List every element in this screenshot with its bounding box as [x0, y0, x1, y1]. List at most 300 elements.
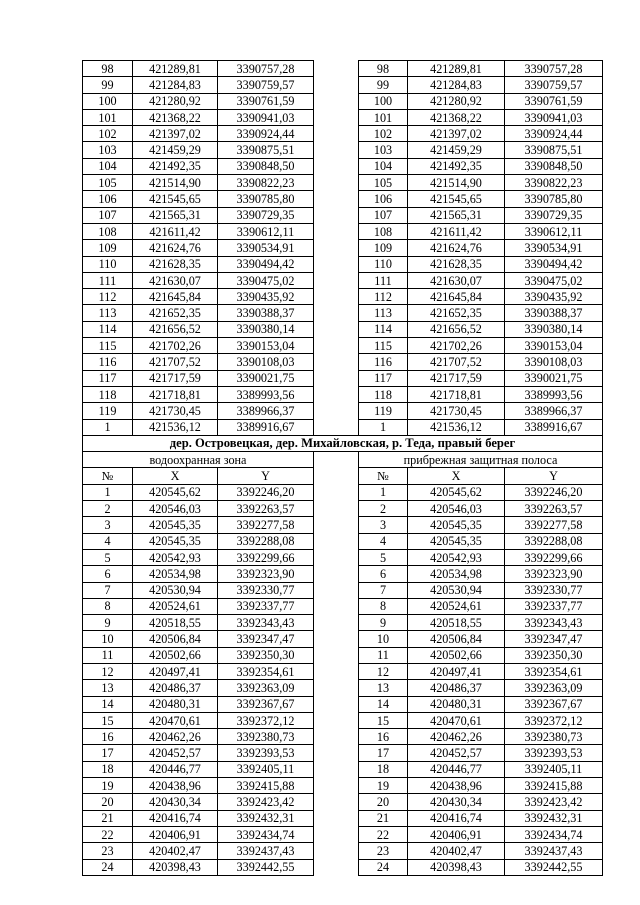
- left-point-number: 114: [83, 321, 133, 337]
- left-x-coordinate: 420470,61: [133, 712, 218, 728]
- left-x-coordinate: 420545,35: [133, 517, 218, 533]
- left-x-coordinate: 421702,26: [133, 338, 218, 354]
- gap-cell: [314, 484, 359, 500]
- table-row: [83, 615, 603, 631]
- right-point-number: 114: [359, 321, 408, 337]
- right-x-coordinate: 421289,81: [408, 61, 505, 77]
- right-y-coordinate: 3392437,43: [505, 843, 603, 859]
- right-point-number: 105: [359, 175, 408, 191]
- table-row: [83, 321, 603, 337]
- right-point-number: 99: [359, 77, 408, 93]
- section-b-body: [83, 484, 603, 875]
- gap-cell: [314, 778, 359, 794]
- right-col-x-header: X: [408, 468, 505, 484]
- left-zone-label: водоохранная зона: [83, 452, 314, 468]
- right-x-coordinate: 421628,35: [408, 256, 505, 272]
- left-x-coordinate: 421536,12: [133, 419, 218, 435]
- right-y-coordinate: 3392363,09: [505, 680, 603, 696]
- right-x-coordinate: 420497,41: [408, 663, 505, 679]
- gap-cell: [314, 680, 359, 696]
- left-point-number: 19: [83, 778, 133, 794]
- right-x-coordinate: 421368,22: [408, 109, 505, 125]
- gap-cell: [314, 468, 359, 484]
- left-x-coordinate: 420524,61: [133, 598, 218, 614]
- left-point-number: 101: [83, 109, 133, 125]
- left-point-number: 119: [83, 403, 133, 419]
- right-point-number: 98: [359, 61, 408, 77]
- gap-cell: [314, 794, 359, 810]
- left-point-number: 14: [83, 696, 133, 712]
- gap-cell: [314, 419, 359, 435]
- right-y-coordinate: 3390380,14: [505, 321, 603, 337]
- table-row: [83, 484, 603, 500]
- right-x-coordinate: 421717,59: [408, 370, 505, 386]
- left-x-coordinate: 421397,02: [133, 126, 218, 142]
- right-x-coordinate: 421624,76: [408, 240, 505, 256]
- left-y-coordinate: 3390924,44: [218, 126, 314, 142]
- left-y-coordinate: 3392405,11: [218, 761, 314, 777]
- right-point-number: 9: [359, 615, 408, 631]
- left-x-coordinate: 420534,98: [133, 566, 218, 582]
- right-point-number: 5: [359, 549, 408, 565]
- left-x-coordinate: 421280,92: [133, 93, 218, 109]
- right-y-coordinate: 3392423,42: [505, 794, 603, 810]
- left-y-coordinate: 3392350,30: [218, 647, 314, 663]
- table-row: [83, 386, 603, 402]
- left-y-coordinate: 3392393,53: [218, 745, 314, 761]
- table-row: [83, 745, 603, 761]
- table-row: [83, 61, 603, 77]
- left-y-coordinate: 3392347,47: [218, 631, 314, 647]
- right-y-coordinate: 3392405,11: [505, 761, 603, 777]
- right-y-coordinate: 3390785,80: [505, 191, 603, 207]
- left-point-number: 98: [83, 61, 133, 77]
- right-point-number: 7: [359, 582, 408, 598]
- table-row: [83, 501, 603, 517]
- left-y-coordinate: 3392437,43: [218, 843, 314, 859]
- left-y-coordinate: 3389966,37: [218, 403, 314, 419]
- gap-cell: [314, 305, 359, 321]
- left-y-coordinate: 3390475,02: [218, 272, 314, 288]
- right-point-number: 119: [359, 403, 408, 419]
- right-x-coordinate: 420502,66: [408, 647, 505, 663]
- gap-cell: [314, 158, 359, 174]
- right-x-coordinate: 421514,90: [408, 175, 505, 191]
- right-point-number: 117: [359, 370, 408, 386]
- gap-cell: [314, 93, 359, 109]
- gap-cell: [314, 729, 359, 745]
- table-row: [83, 305, 603, 321]
- left-point-number: 118: [83, 386, 133, 402]
- left-y-coordinate: 3392277,58: [218, 517, 314, 533]
- left-x-coordinate: 421492,35: [133, 158, 218, 174]
- left-point-number: 21: [83, 810, 133, 826]
- left-point-number: 12: [83, 663, 133, 679]
- right-y-coordinate: 3392434,74: [505, 826, 603, 842]
- left-x-coordinate: 420502,66: [133, 647, 218, 663]
- right-y-coordinate: 3392442,55: [505, 859, 603, 875]
- table-row: [83, 549, 603, 565]
- gap-cell: [314, 338, 359, 354]
- gap-cell: [314, 598, 359, 614]
- right-point-number: 6: [359, 566, 408, 582]
- right-point-number: 104: [359, 158, 408, 174]
- left-y-coordinate: 3390494,42: [218, 256, 314, 272]
- left-y-coordinate: 3392343,43: [218, 615, 314, 631]
- left-x-coordinate: 421624,76: [133, 240, 218, 256]
- right-y-coordinate: 3392415,88: [505, 778, 603, 794]
- gap-cell: [314, 207, 359, 223]
- right-x-coordinate: 420545,62: [408, 484, 505, 500]
- right-y-coordinate: 3390848,50: [505, 158, 603, 174]
- left-point-number: 1: [83, 484, 133, 500]
- right-x-coordinate: 421545,65: [408, 191, 505, 207]
- left-point-number: 16: [83, 729, 133, 745]
- left-x-coordinate: 421611,42: [133, 223, 218, 239]
- table-row: [83, 126, 603, 142]
- table-row: [83, 240, 603, 256]
- left-point-number: 108: [83, 223, 133, 239]
- right-x-coordinate: 421536,12: [408, 419, 505, 435]
- right-x-coordinate: 421397,02: [408, 126, 505, 142]
- table-row: [83, 778, 603, 794]
- left-y-coordinate: 3390021,75: [218, 370, 314, 386]
- column-header-row: [83, 468, 603, 484]
- right-y-coordinate: 3390021,75: [505, 370, 603, 386]
- right-point-number: 107: [359, 207, 408, 223]
- right-y-coordinate: 3392330,77: [505, 582, 603, 598]
- left-x-coordinate: 420416,74: [133, 810, 218, 826]
- left-x-coordinate: 420542,93: [133, 549, 218, 565]
- right-y-coordinate: 3390757,28: [505, 61, 603, 77]
- table-row: [83, 810, 603, 826]
- right-y-coordinate: 3390534,91: [505, 240, 603, 256]
- section-b-header: [83, 435, 603, 484]
- table-row: [83, 175, 603, 191]
- left-col-x-header: X: [133, 468, 218, 484]
- left-y-coordinate: 3389993,56: [218, 386, 314, 402]
- gap-cell: [314, 321, 359, 337]
- left-point-number: 113: [83, 305, 133, 321]
- left-col-y-header: Y: [218, 468, 314, 484]
- right-y-coordinate: 3390822,23: [505, 175, 603, 191]
- left-point-number: 1: [83, 419, 133, 435]
- left-y-coordinate: 3390612,11: [218, 223, 314, 239]
- left-point-number: 109: [83, 240, 133, 256]
- right-x-coordinate: 421459,29: [408, 142, 505, 158]
- left-x-coordinate: 421652,35: [133, 305, 218, 321]
- left-point-number: 8: [83, 598, 133, 614]
- right-x-coordinate: 420416,74: [408, 810, 505, 826]
- right-x-coordinate: 421702,26: [408, 338, 505, 354]
- right-point-number: 23: [359, 843, 408, 859]
- left-x-coordinate: 420402,47: [133, 843, 218, 859]
- left-point-number: 117: [83, 370, 133, 386]
- table-row: [83, 843, 603, 859]
- table-row: [83, 223, 603, 239]
- left-x-coordinate: 421565,31: [133, 207, 218, 223]
- table-row: [83, 582, 603, 598]
- table-row: [83, 142, 603, 158]
- right-point-number: 18: [359, 761, 408, 777]
- gap-cell: [314, 663, 359, 679]
- left-point-number: 7: [83, 582, 133, 598]
- left-point-number: 11: [83, 647, 133, 663]
- zone-row: [83, 452, 603, 468]
- right-point-number: 102: [359, 126, 408, 142]
- gap-cell: [314, 761, 359, 777]
- left-y-coordinate: 3390108,03: [218, 354, 314, 370]
- right-x-coordinate: 420506,84: [408, 631, 505, 647]
- right-point-number: 1: [359, 419, 408, 435]
- right-y-coordinate: 3390108,03: [505, 354, 603, 370]
- gap-cell: [314, 403, 359, 419]
- right-y-coordinate: 3392337,77: [505, 598, 603, 614]
- section-title-row: [83, 435, 603, 451]
- gap-cell: [314, 354, 359, 370]
- right-y-coordinate: 3389916,67: [505, 419, 603, 435]
- gap-cell: [314, 452, 359, 468]
- gap-cell: [314, 615, 359, 631]
- left-y-coordinate: 3389916,67: [218, 419, 314, 435]
- left-x-coordinate: 421459,29: [133, 142, 218, 158]
- table-row: [83, 712, 603, 728]
- left-x-coordinate: 421730,45: [133, 403, 218, 419]
- left-x-coordinate: 421368,22: [133, 109, 218, 125]
- right-point-number: 22: [359, 826, 408, 842]
- right-x-coordinate: 420542,93: [408, 549, 505, 565]
- gap-cell: [314, 582, 359, 598]
- table-row: [83, 631, 603, 647]
- right-y-coordinate: 3392367,67: [505, 696, 603, 712]
- right-y-coordinate: 3390761,59: [505, 93, 603, 109]
- left-y-coordinate: 3392330,77: [218, 582, 314, 598]
- right-y-coordinate: 3390941,03: [505, 109, 603, 125]
- left-point-number: 18: [83, 761, 133, 777]
- left-y-coordinate: 3390941,03: [218, 109, 314, 125]
- right-point-number: 1: [359, 484, 408, 500]
- gap-cell: [314, 517, 359, 533]
- gap-cell: [314, 859, 359, 875]
- gap-cell: [314, 370, 359, 386]
- left-x-coordinate: 421284,83: [133, 77, 218, 93]
- left-point-number: 107: [83, 207, 133, 223]
- table-row: [83, 761, 603, 777]
- right-x-coordinate: 421730,45: [408, 403, 505, 419]
- left-point-number: 5: [83, 549, 133, 565]
- table-row: [83, 533, 603, 549]
- right-y-coordinate: 3392246,20: [505, 484, 603, 500]
- left-y-coordinate: 3390759,57: [218, 77, 314, 93]
- gap-cell: [314, 126, 359, 142]
- right-x-coordinate: 421611,42: [408, 223, 505, 239]
- right-point-number: 13: [359, 680, 408, 696]
- right-point-number: 109: [359, 240, 408, 256]
- right-x-coordinate: 420438,96: [408, 778, 505, 794]
- table-row: [83, 403, 603, 419]
- gap-cell: [314, 191, 359, 207]
- left-point-number: 112: [83, 289, 133, 305]
- left-x-coordinate: 420518,55: [133, 615, 218, 631]
- table-row: [83, 256, 603, 272]
- right-x-coordinate: 420530,94: [408, 582, 505, 598]
- left-point-number: 23: [83, 843, 133, 859]
- left-y-coordinate: 3390757,28: [218, 61, 314, 77]
- left-y-coordinate: 3392323,90: [218, 566, 314, 582]
- right-y-coordinate: 3392432,31: [505, 810, 603, 826]
- gap-cell: [314, 272, 359, 288]
- left-point-number: 9: [83, 615, 133, 631]
- right-point-number: 14: [359, 696, 408, 712]
- gap-cell: [314, 843, 359, 859]
- right-zone-label: прибрежная защитная полоса: [359, 452, 603, 468]
- left-y-coordinate: 3392363,09: [218, 680, 314, 696]
- left-y-coordinate: 3392246,20: [218, 484, 314, 500]
- right-point-number: 16: [359, 729, 408, 745]
- left-x-coordinate: 421645,84: [133, 289, 218, 305]
- right-x-coordinate: 421284,83: [408, 77, 505, 93]
- left-y-coordinate: 3392337,77: [218, 598, 314, 614]
- right-y-coordinate: 3390435,92: [505, 289, 603, 305]
- right-point-number: 8: [359, 598, 408, 614]
- right-y-coordinate: 3392299,66: [505, 549, 603, 565]
- table-row: [83, 77, 603, 93]
- right-y-coordinate: 3390494,42: [505, 256, 603, 272]
- table-row: [83, 647, 603, 663]
- left-point-number: 10: [83, 631, 133, 647]
- table-row: [83, 566, 603, 582]
- left-y-coordinate: 3392442,55: [218, 859, 314, 875]
- left-x-coordinate: 420452,57: [133, 745, 218, 761]
- right-y-coordinate: 3392350,30: [505, 647, 603, 663]
- left-x-coordinate: 420497,41: [133, 663, 218, 679]
- left-x-coordinate: 420506,84: [133, 631, 218, 647]
- table-row: [83, 370, 603, 386]
- right-x-coordinate: 420430,34: [408, 794, 505, 810]
- right-x-coordinate: 421707,52: [408, 354, 505, 370]
- right-x-coordinate: 421652,35: [408, 305, 505, 321]
- left-x-coordinate: 420546,03: [133, 501, 218, 517]
- table-row: [83, 158, 603, 174]
- left-x-coordinate: 421545,65: [133, 191, 218, 207]
- table-row: [83, 826, 603, 842]
- table-row: [83, 729, 603, 745]
- left-point-number: 104: [83, 158, 133, 174]
- right-point-number: 2: [359, 501, 408, 517]
- right-y-coordinate: 3389966,37: [505, 403, 603, 419]
- right-x-coordinate: 420546,03: [408, 501, 505, 517]
- left-point-number: 2: [83, 501, 133, 517]
- right-x-coordinate: 420446,77: [408, 761, 505, 777]
- left-x-coordinate: 420398,43: [133, 859, 218, 875]
- gap-cell: [314, 712, 359, 728]
- right-point-number: 20: [359, 794, 408, 810]
- table-row: [83, 207, 603, 223]
- left-y-coordinate: 3392263,57: [218, 501, 314, 517]
- right-y-coordinate: 3392288,08: [505, 533, 603, 549]
- gap-cell: [314, 61, 359, 77]
- gap-cell: [314, 745, 359, 761]
- gap-cell: [314, 696, 359, 712]
- left-point-number: 4: [83, 533, 133, 549]
- left-y-coordinate: 3392299,66: [218, 549, 314, 565]
- right-y-coordinate: 3392263,57: [505, 501, 603, 517]
- right-x-coordinate: 420545,35: [408, 533, 505, 549]
- right-x-coordinate: 421280,92: [408, 93, 505, 109]
- gap-cell: [314, 289, 359, 305]
- left-point-number: 99: [83, 77, 133, 93]
- right-point-number: 103: [359, 142, 408, 158]
- left-col-num-header: №: [83, 468, 133, 484]
- left-x-coordinate: 421717,59: [133, 370, 218, 386]
- right-y-coordinate: 3392393,53: [505, 745, 603, 761]
- right-point-number: 106: [359, 191, 408, 207]
- table-row: [83, 109, 603, 125]
- right-point-number: 4: [359, 533, 408, 549]
- right-point-number: 108: [359, 223, 408, 239]
- right-y-coordinate: 3392343,43: [505, 615, 603, 631]
- left-x-coordinate: 420446,77: [133, 761, 218, 777]
- left-x-coordinate: 421628,35: [133, 256, 218, 272]
- left-x-coordinate: 421630,07: [133, 272, 218, 288]
- left-y-coordinate: 3390153,04: [218, 338, 314, 354]
- table-row: [83, 419, 603, 435]
- gap-cell: [314, 175, 359, 191]
- left-y-coordinate: 3392423,42: [218, 794, 314, 810]
- table-row: [83, 598, 603, 614]
- gap-cell: [314, 533, 359, 549]
- table-row: [83, 680, 603, 696]
- left-y-coordinate: 3390848,50: [218, 158, 314, 174]
- gap-cell: [314, 566, 359, 582]
- left-x-coordinate: 421718,81: [133, 386, 218, 402]
- left-x-coordinate: 420462,26: [133, 729, 218, 745]
- gap-cell: [314, 109, 359, 125]
- gap-cell: [314, 256, 359, 272]
- left-x-coordinate: 420430,34: [133, 794, 218, 810]
- left-x-coordinate: 421707,52: [133, 354, 218, 370]
- gap-cell: [314, 240, 359, 256]
- right-point-number: 101: [359, 109, 408, 125]
- right-y-coordinate: 3390612,11: [505, 223, 603, 239]
- left-x-coordinate: 420438,96: [133, 778, 218, 794]
- right-point-number: 118: [359, 386, 408, 402]
- right-x-coordinate: 420534,98: [408, 566, 505, 582]
- left-x-coordinate: 421656,52: [133, 321, 218, 337]
- left-point-number: 111: [83, 272, 133, 288]
- right-point-number: 115: [359, 338, 408, 354]
- table-row: [83, 794, 603, 810]
- left-x-coordinate: 421514,90: [133, 175, 218, 191]
- left-point-number: 3: [83, 517, 133, 533]
- left-point-number: 20: [83, 794, 133, 810]
- right-y-coordinate: 3392354,61: [505, 663, 603, 679]
- left-point-number: 102: [83, 126, 133, 142]
- left-x-coordinate: 420406,91: [133, 826, 218, 842]
- left-point-number: 17: [83, 745, 133, 761]
- left-point-number: 105: [83, 175, 133, 191]
- right-x-coordinate: 420462,26: [408, 729, 505, 745]
- table-row: [83, 338, 603, 354]
- right-x-coordinate: 420452,57: [408, 745, 505, 761]
- left-y-coordinate: 3390875,51: [218, 142, 314, 158]
- gap-cell: [314, 142, 359, 158]
- right-point-number: 100: [359, 93, 408, 109]
- left-y-coordinate: 3392288,08: [218, 533, 314, 549]
- table-row: [83, 696, 603, 712]
- left-y-coordinate: 3390785,80: [218, 191, 314, 207]
- right-x-coordinate: 420480,31: [408, 696, 505, 712]
